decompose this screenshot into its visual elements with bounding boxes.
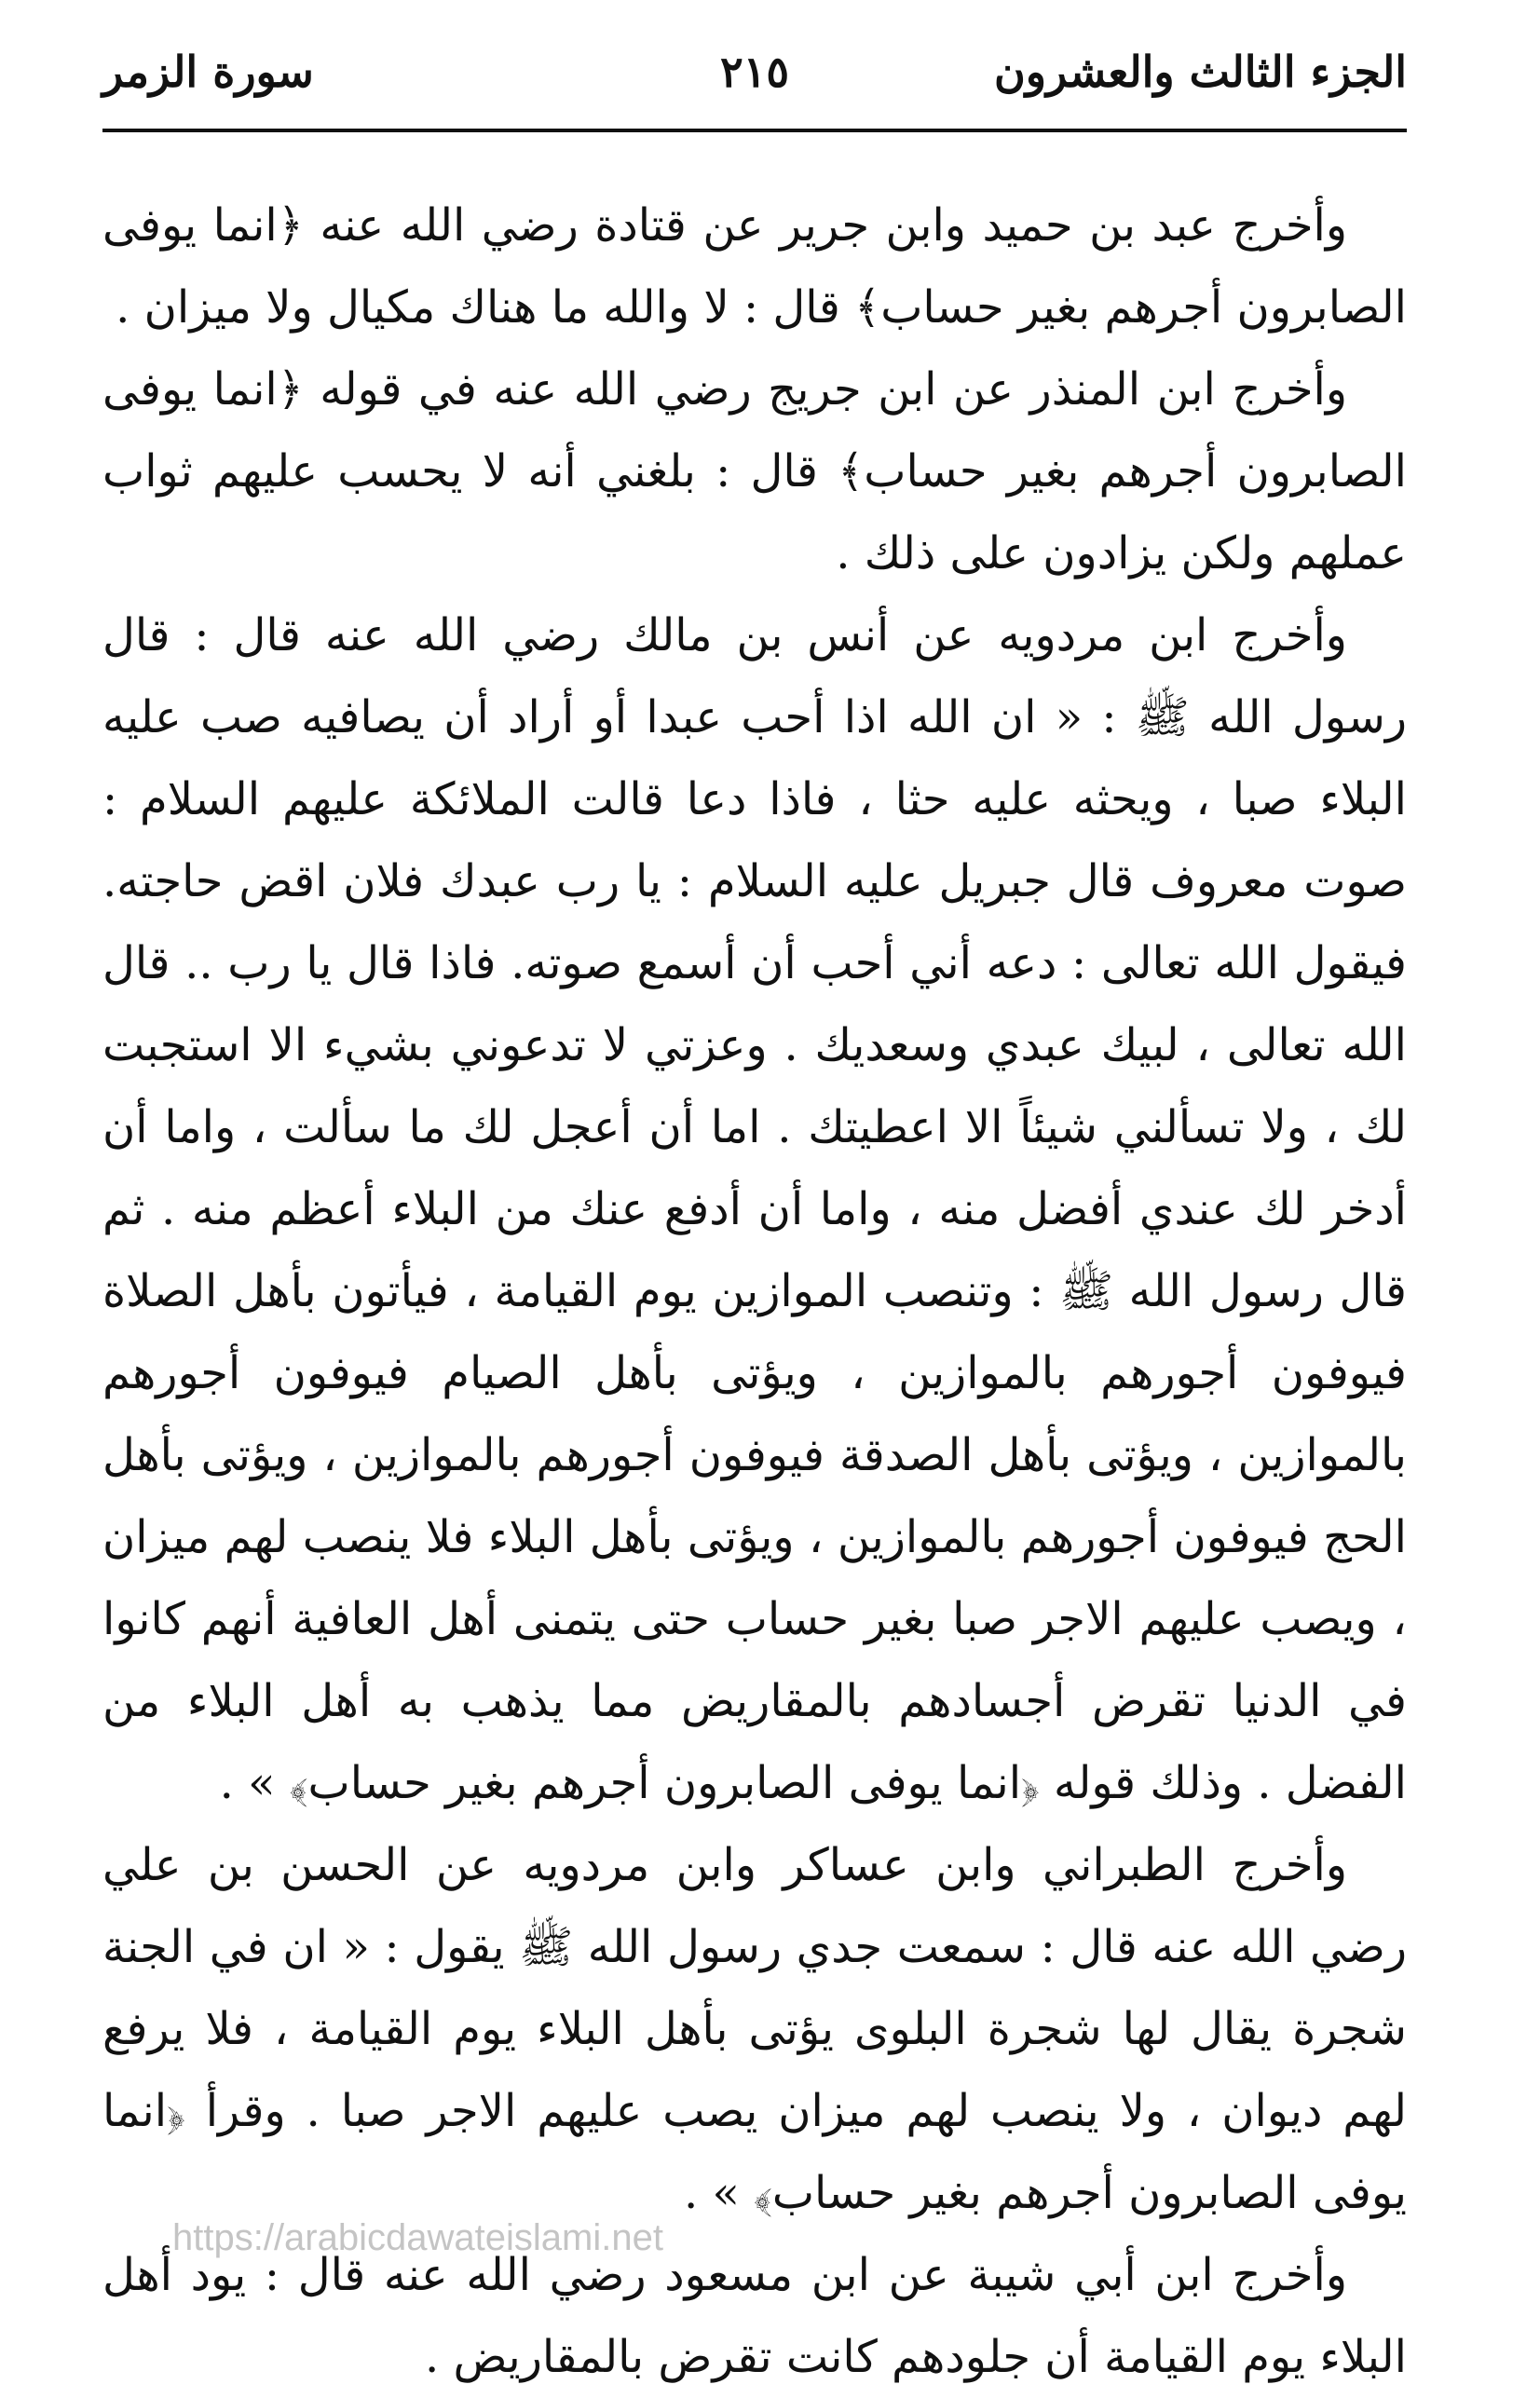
header-divider bbox=[102, 129, 1407, 132]
page-body bbox=[102, 184, 1407, 2398]
paragraph-3: وأخرج ابن مردويه عن أنس بن مالك رضي الله عنه قال : قال رسول الله ﷺ : « ان الله اذا أحب عبدا أو أراد أن يصافيه صب عليه البلاء صبا ، ويحثه عليه حثا ، فاذا دعا قالت الملائكة عليهم السلام : صوت معروف قال جبريل عليه السلام : يا رب عبدك فلان اقض حاجته. فيقول الله تعالى : دعه أني أحب أن أسمع صوته. فاذا قال يا رب .. قال الله تعالى ، لبيك عبدي وسعديك . وعزتي لا تدعوني بشيء الا استجبت لك ، ولا تسألني شيئاً الا اعطيتك . اما أن أعجل لك ما سألت ، واما أن أدخر لك عندي أفضل منه ، واما أن أدفع عنك من البلاء أعظم منه . ثم قال رسول الله ﷺ : وتنصب الموازين يوم القيامة ، فيأتون بأهل الصلاة فيوفون أجورهم بالموازين ، ويؤتى بأهل الصيام فيوفون أجورهم بالموازين ، ويؤتى بأهل الصدقة فيوفون أجورهم بالموازين ، ويؤتى بأهل الحج فيوفون أجورهم بالموازين ، ويؤتى بأهل البلاء فلا ينصب لهم ميزان ، ويصب عليهم الاجر صبا بغير حساب حتى يتمنى أهل العافية أنهم كانوا في الدنيا تقرض أجسادهم بالمقاريض مما يذهب به أهل البلاء من الفضل . وذلك قوله ﴿انما يوفى الصابرون أجرهم بغير حساب﴾ » . bbox=[102, 609, 1408, 1809]
page-number: ٢١٥ bbox=[719, 47, 790, 97]
paragraph-1: وأخرج عبد بن حميد وابن جرير عن قتادة رضي الله عنه ﴿انما يوفى الصابرون أجرهم بغير حساب﴾ قال : لا والله ما هناك مكيال ولا ميزان . bbox=[102, 199, 1407, 334]
running-header bbox=[102, 37, 1407, 121]
juz-title: الجزء الثالث والعشرون bbox=[993, 47, 1407, 97]
paragraph-4: وأخرج الطبراني وابن عساكر وابن مردويه عن الحسن بن علي رضي الله عنه قال : سمعت جدي رسول الله ﷺ يقول : « ان في الجنة شجرة يقال لها شجرة البلوى يؤتى بأهل البلاء يوم القيامة ، فلا يرفع لهم ديوان ، ولا ينصب لهم ميزان يصب عليهم الاجر صبا . وقرأ ﴿انما يوفى الصابرون أجرهم بغير حساب﴾ » . bbox=[102, 1839, 1407, 2219]
source-watermark: https://arabicdawateislami.net bbox=[172, 2217, 663, 2258]
surah-title: سورة الزمر bbox=[102, 47, 314, 97]
paragraph-5: وأخرج ابن أبي شيبة عن ابن مسعود رضي الله عنه قال : يود أهل البلاء يوم القيامة أن جلودهم كانت تقرض بالمقاريض . bbox=[102, 2249, 1407, 2383]
paragraph-2: وأخرج ابن المنذر عن ابن جريج رضي الله عنه في قوله ﴿انما يوفى الصابرون أجرهم بغير حساب﴾ قال : بلغني أنه لا يحسب عليهم ثواب عملهم ولكن يزادون على ذلك . bbox=[102, 363, 1407, 579]
